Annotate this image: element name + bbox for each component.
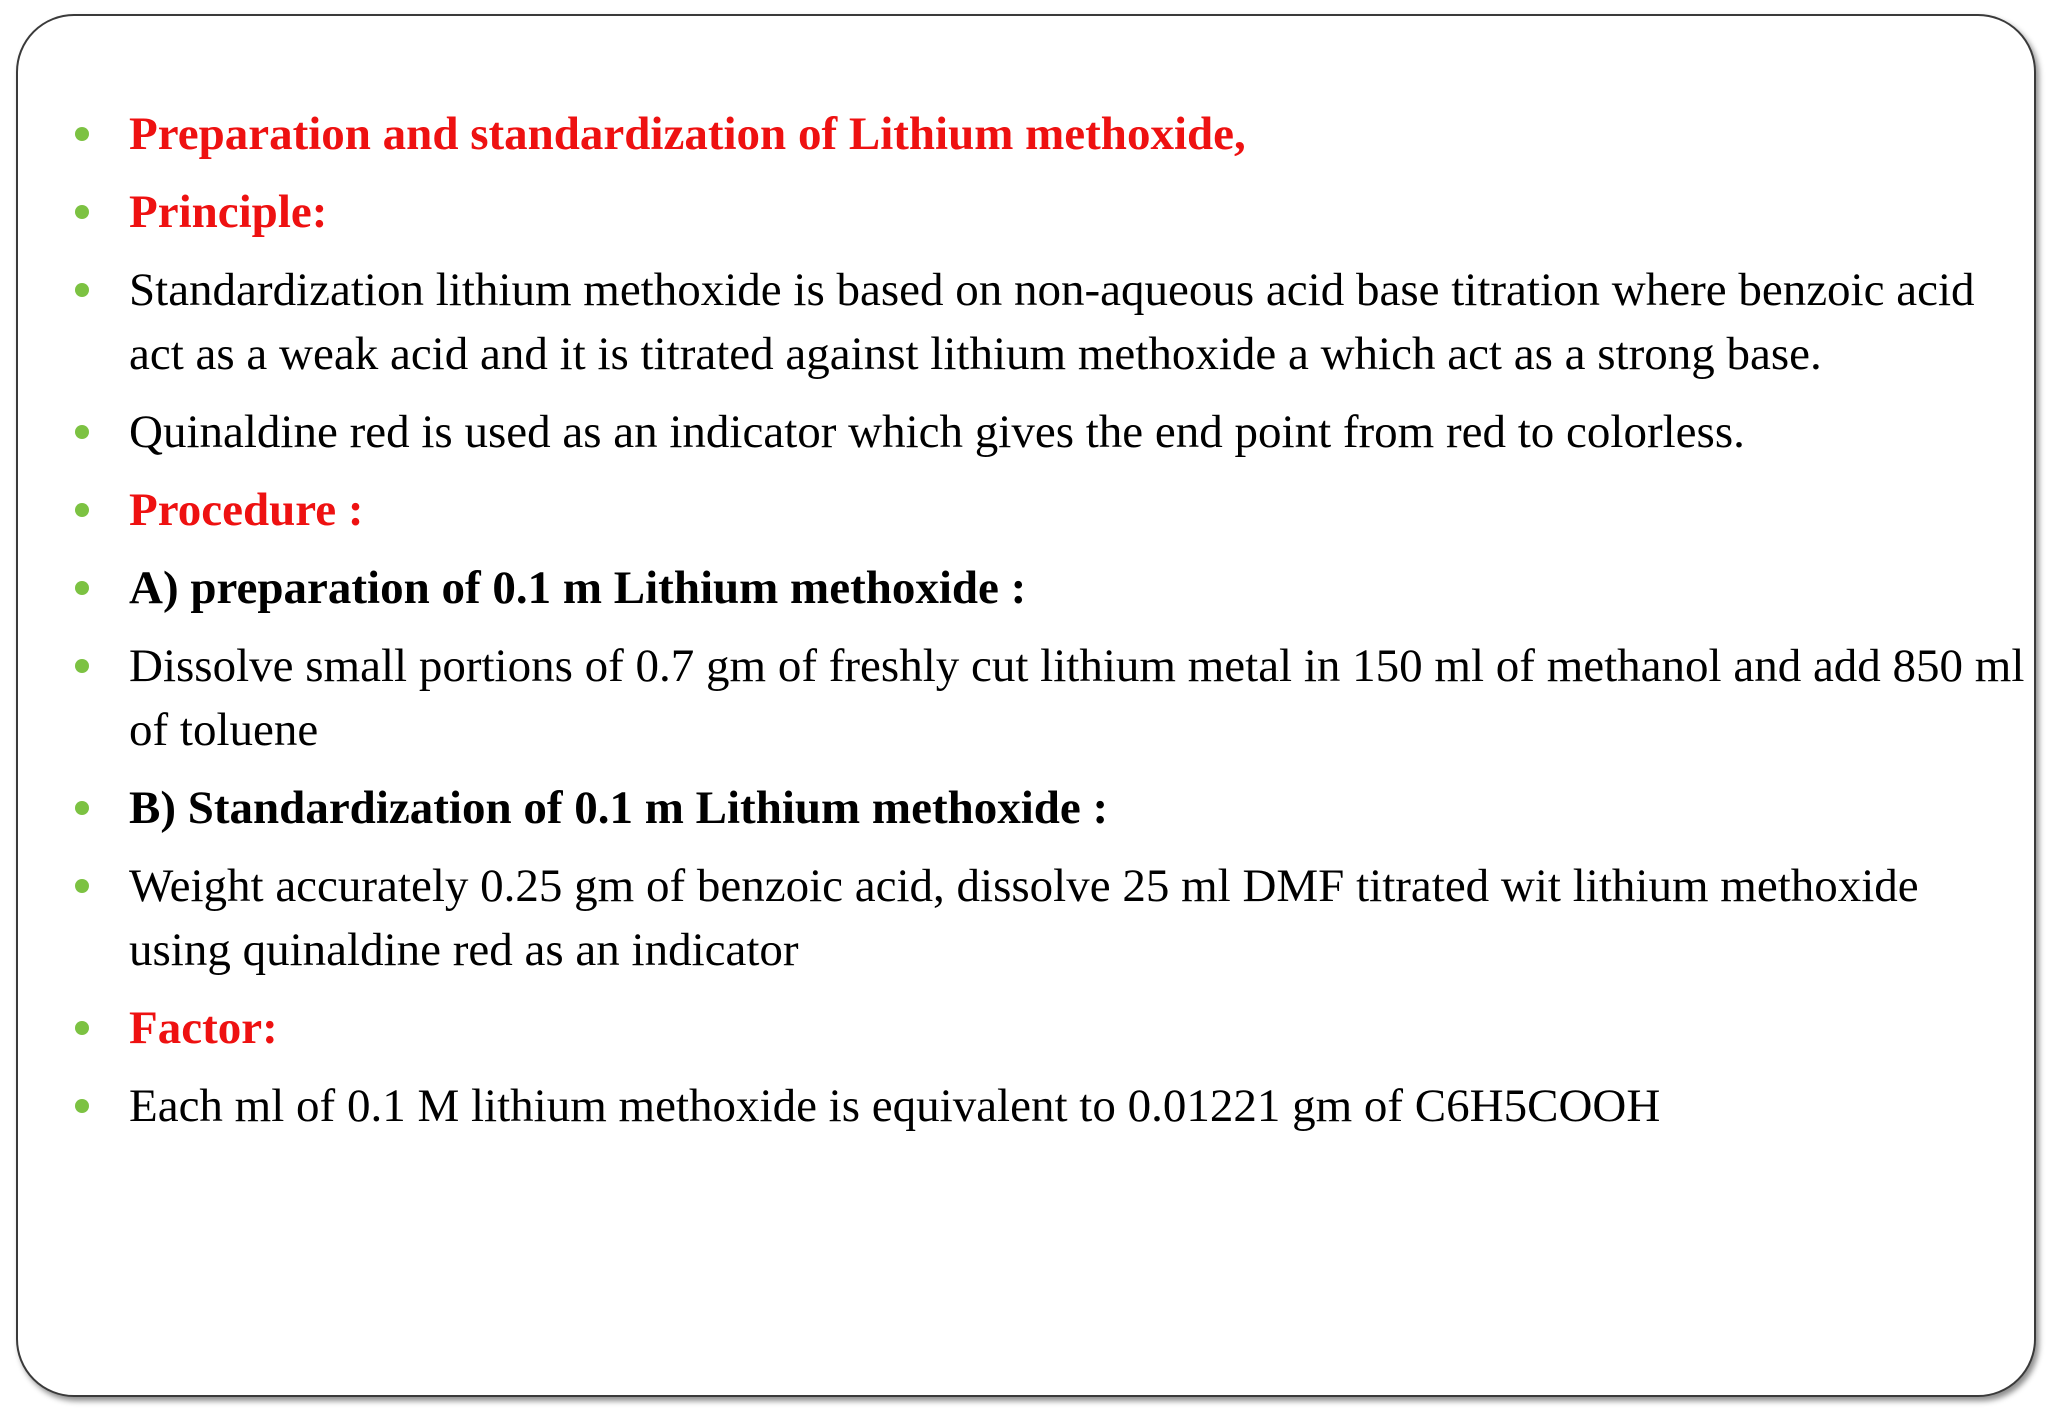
indicator-text: Quinaldine red is used as an indicator which gives the end point from red to colorless. <box>129 406 1745 458</box>
bullet-dot-icon <box>75 801 89 815</box>
bullet-dot-icon <box>75 425 89 439</box>
bullet-dot-icon <box>75 1021 89 1035</box>
section-heading-procedure: Procedure : <box>129 484 364 536</box>
bullet-item-preparation-heading <box>72 556 2032 620</box>
section-heading-factor: Factor: <box>129 1002 278 1054</box>
bullet-list <box>72 102 2032 1152</box>
bullet-dot-icon <box>75 205 89 219</box>
bullet-item-procedure-heading <box>72 478 2032 542</box>
bullet-dot-icon <box>75 1099 89 1113</box>
bullet-item-title <box>72 102 2032 166</box>
standardization-text: Weight accurately 0.25 gm of benzoic acid, dissolve 25 ml DMF titrated wit lithium methoxide using quinaldine red as an indicator <box>129 860 1919 976</box>
bullet-dot-icon <box>75 503 89 517</box>
principle-text: Standardization lithium methoxide is based on non-aqueous acid base titration where benzoic acid act as a weak acid and it is titrated against lithium methoxide a which act as a strong base. <box>129 264 1975 380</box>
bullet-dot-icon <box>75 127 89 141</box>
bullet-dot-icon <box>75 879 89 893</box>
bullet-item-factor-heading <box>72 996 2032 1060</box>
bullet-item-principle-heading <box>72 180 2032 244</box>
factor-text: Each ml of 0.1 M lithium methoxide is equivalent to 0.01221 gm of C6H5COOH <box>129 1080 1661 1132</box>
bullet-dot-icon <box>75 659 89 673</box>
subheading-preparation: A) preparation of 0.1 m Lithium methoxide : <box>129 562 1027 614</box>
bullet-dot-icon <box>75 581 89 595</box>
preparation-text: Dissolve small portions of 0.7 gm of freshly cut lithium metal in 150 ml of methanol and add 850 ml of toluene <box>129 640 2025 756</box>
subheading-standardization: B) Standardization of 0.1 m Lithium methoxide : <box>129 782 1109 834</box>
bullet-item-factor-text <box>72 1074 2032 1138</box>
bullet-item-indicator-text <box>72 400 2032 464</box>
bullet-item-standardization-text <box>72 854 2032 982</box>
slide-frame <box>16 14 2036 1397</box>
bullet-item-principle-text <box>72 258 2032 386</box>
bullet-item-standardization-heading <box>72 776 2032 840</box>
slide-title: Preparation and standardization of Lithium methoxide, <box>129 108 1246 160</box>
bullet-dot-icon <box>75 283 89 297</box>
bullet-item-preparation-text <box>72 634 2032 762</box>
section-heading-principle: Principle: <box>129 186 328 238</box>
